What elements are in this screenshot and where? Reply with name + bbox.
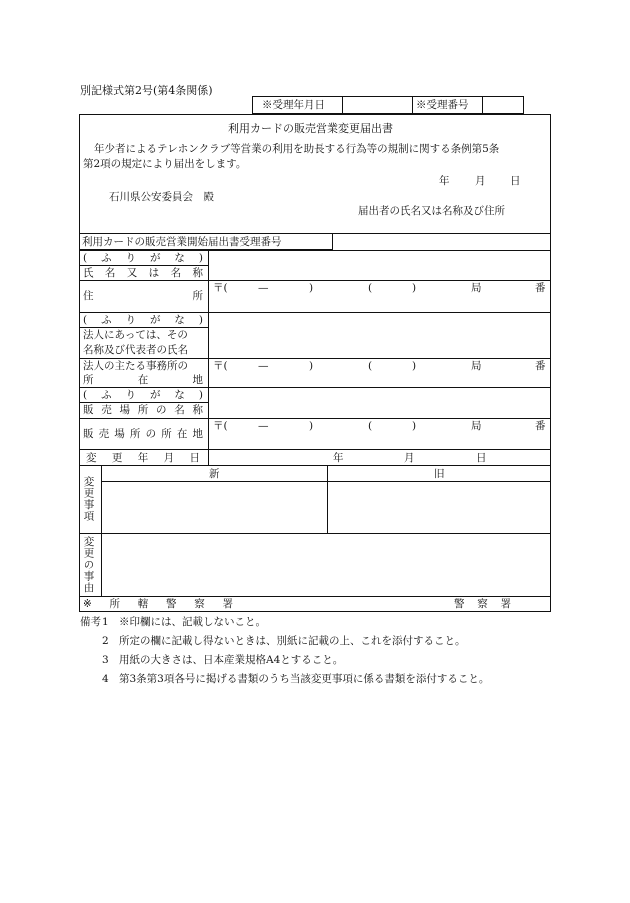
change-date-month: 月 [404,452,415,464]
address-number: 番 [535,282,546,294]
date-month-label: 月 [475,175,486,187]
shop-close: ) [309,420,314,432]
office-label-2: 所 在 地 [83,374,203,386]
office-phone-close: ) [412,360,417,372]
shop-postal: 〒( [213,420,228,432]
change-old-label: 旧 [434,468,445,480]
shop-phone-open: ( [368,420,373,432]
shop-number: 番 [535,420,546,432]
office-close: ) [309,360,314,372]
form-number-label: 別記様式第2号(第4条関係) [80,84,213,97]
office-phone-open: ( [368,360,373,372]
receipt-number-field[interactable] [484,98,522,112]
address-dash: — [258,282,269,294]
police-station-field[interactable] [240,597,450,611]
change-new-field[interactable] [103,483,325,531]
corp-rep-field[interactable] [210,328,550,357]
address-phone-open: ( [368,282,373,294]
note-1-text: ※印欄には、記載しないこと。 [119,616,266,628]
name-label: 氏 名 又 は 名 称 [83,267,203,279]
change-items-label: 変更事項 [82,476,95,522]
note-2-num: 2 [102,635,109,647]
form-title: 利用カードの販売営業変更届出書 [228,122,393,135]
note-1-num: 1 [102,616,109,628]
date-day-label: 日 [510,175,521,187]
furigana-field-1[interactable] [210,251,550,264]
change-new-label: 新 [209,468,220,480]
receipt-date-label: ※受理年月日 [262,99,325,111]
change-reason-label: 変更の事由 [82,536,95,594]
office-dash: — [258,360,269,372]
start-receipt-number-label: 利用カードの販売営業開始届出書受理番号 [82,236,282,248]
receipt-date-field[interactable] [344,98,410,112]
note-2-text: 所定の欄に記載し得ないときは、別紙に記載の上、これを添付すること。 [119,635,466,647]
receipt-number-label: ※受理番号 [416,99,469,111]
shop-name-label: 販 売 場 所 の 名 称 [83,404,203,416]
change-reason-field[interactable] [103,535,549,594]
change-date-field[interactable] [210,450,550,464]
corp-rep-label-2: 名称及び代表者の氏名 [83,344,188,356]
furigana-label-1: ( ふ り が な ) [83,252,203,264]
office-bureau: 局 [471,360,482,372]
address-bureau: 局 [471,282,482,294]
shop-address-label: 販 売 場 所 の 所 在 地 [83,428,203,440]
addressee: 石川県公安委員会 殿 [109,191,214,203]
furigana-label-3: ( ふ り が な ) [83,389,203,401]
name-field[interactable] [210,266,550,279]
furigana-field-2[interactable] [210,313,550,326]
notifier-label: 届出者の氏名又は名称及び住所 [358,205,505,217]
shop-bureau: 局 [471,420,482,432]
change-old-field[interactable] [329,483,549,531]
address-close: ) [309,282,314,294]
note-4-text: 第3条第3項各号に掲げる書類のうち当該変更事項に係る書類を添付すること。 [119,673,490,685]
shop-phone-close: ) [412,420,417,432]
note-3-text: 用紙の大きさは、日本産業規格A4とすること。 [119,654,344,666]
office-number: 番 [535,360,546,372]
furigana-field-3[interactable] [210,388,550,401]
notes-prefix: 備考 [80,616,101,628]
start-receipt-number-field[interactable] [334,234,550,249]
police-station-label: ※ 所 轄 警 察 署 [83,598,233,610]
change-date-label: 変 更 年 月 日 [86,452,200,464]
address-postal: 〒( [213,282,228,294]
note-4-num: 4 [102,673,109,685]
police-station-suffix: 警 察 署 [454,598,511,610]
intro-line-1: 年少者によるテレホンクラブ等営業の利用を助長する行為等の規制に関する条例第5条 [94,143,500,155]
furigana-label-2: ( ふ り が な ) [83,314,203,326]
change-date-day: 日 [476,452,487,464]
shop-dash: — [258,420,269,432]
note-3-num: 3 [102,654,109,666]
shop-name-field[interactable] [210,403,550,417]
office-postal: 〒( [213,360,228,372]
change-date-year: 年 [333,452,344,464]
corp-rep-label-1: 法人にあっては、その [83,329,188,341]
office-label-1: 法人の主たる事務所の [83,360,188,372]
intro-line-2: 第2項の規定により届出をします。 [83,158,247,170]
address-phone-close: ) [412,282,417,294]
date-year-label: 年 [439,175,450,187]
address-label: 住 所 [83,290,203,302]
